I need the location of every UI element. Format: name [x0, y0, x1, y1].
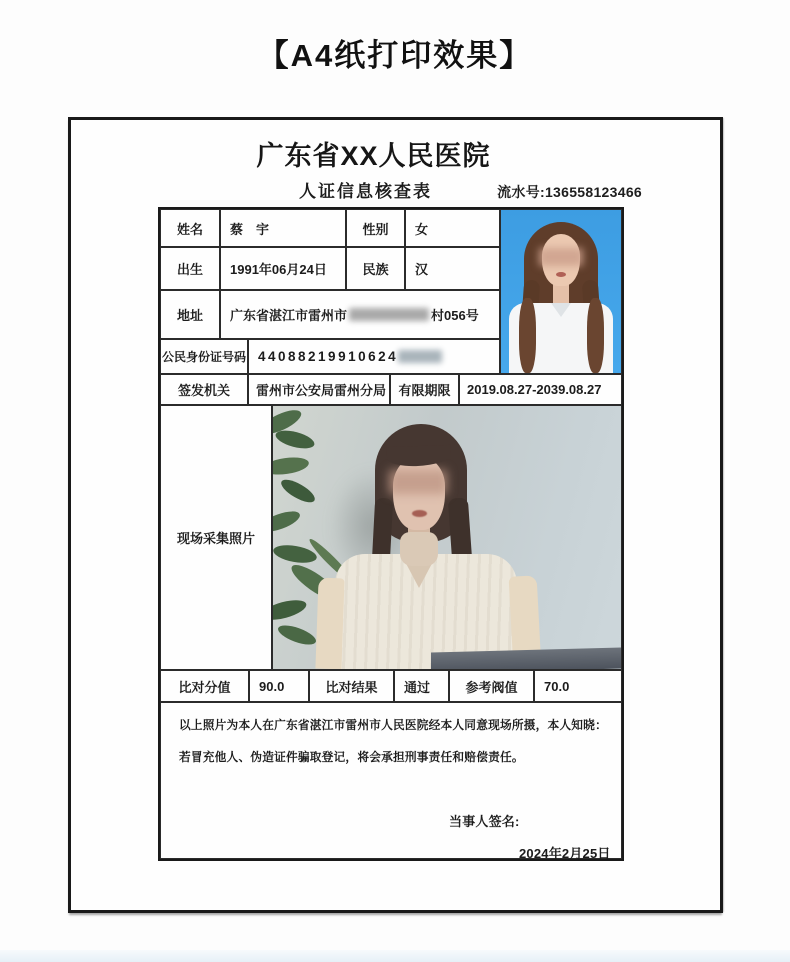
- document-paper: [68, 117, 723, 913]
- live-photo-table-edge-shape: [431, 647, 622, 670]
- live-photo-face-blur: [389, 470, 447, 494]
- name-value: 蔡 宇: [220, 209, 346, 247]
- birth-label: 出生: [160, 247, 220, 290]
- id-photo-hair-over-shoulder-left: [519, 298, 536, 373]
- id-photo-hair-over-shoulder-right: [587, 298, 604, 373]
- score-label: 比对分值: [160, 670, 249, 702]
- statement-line2: 若冒充他人、伪造证件骗取登记，将会承担刑事责任和赔偿责任。: [179, 751, 524, 764]
- id-photo-face-blur: [539, 248, 583, 266]
- gender-value: 女: [405, 209, 500, 247]
- ethnicity-label: 民族: [346, 247, 405, 290]
- address-prefix: 广东省湛江市雷州市: [230, 308, 348, 323]
- live-photo-lips-shape: [412, 510, 427, 517]
- live-photo-turtleneck-shape: [400, 532, 438, 566]
- date-value: 2024年2月25日: [519, 846, 611, 861]
- form-title: 人证信息核查表: [299, 182, 432, 201]
- gender-label: 性别: [346, 209, 405, 247]
- signature-label: 当事人签名:: [449, 814, 520, 829]
- id-photo-lips-shape: [556, 272, 566, 277]
- birth-value: 1991年06月24日: [220, 247, 346, 290]
- id-number-redaction-blur: [398, 350, 442, 363]
- statement-line1: 以上照片为本人在广东省湛江市雷州市人民医院经本人同意现场所摄，本人知晓：: [179, 719, 607, 732]
- validity-label: 有限期限: [390, 374, 459, 405]
- ethnicity-value: 汉: [405, 247, 500, 290]
- page-title: 【A4纸打印效果】: [257, 38, 533, 73]
- address-label: 地址: [160, 290, 220, 339]
- name-label: 姓名: [160, 209, 220, 247]
- validity-value: 2019.08.27-2039.08.27: [459, 374, 622, 405]
- id-number-label: 公民身份证号码: [160, 339, 248, 374]
- live-photo-label: 现场采集照片: [160, 405, 272, 670]
- id-number-value: [248, 339, 500, 374]
- serial-number: 流水号:136558123466: [497, 184, 642, 200]
- id-number-visible: 44088219910624: [258, 349, 399, 364]
- threshold-value: 70.0: [534, 670, 622, 702]
- score-value: 90.0: [249, 670, 309, 702]
- live-photo-sleeve-left: [315, 578, 344, 670]
- bottom-strip: [0, 950, 790, 962]
- result-value: 通过: [394, 670, 449, 702]
- result-label: 比对结果: [309, 670, 394, 702]
- address-suffix: 村056号: [431, 308, 479, 323]
- issuer-value: 雷州市公安局雷州分局: [248, 374, 390, 405]
- threshold-label: 参考阀值: [449, 670, 534, 702]
- hospital-title: 广东省XX人民医院: [256, 141, 491, 171]
- address-redaction-blur: [349, 308, 429, 321]
- issuer-label: 签发机关: [160, 374, 248, 405]
- address-value: [220, 290, 500, 339]
- live-photo: [272, 405, 622, 670]
- id-photo: [500, 209, 622, 374]
- form-table: [158, 207, 624, 861]
- statement-cell: [160, 702, 622, 859]
